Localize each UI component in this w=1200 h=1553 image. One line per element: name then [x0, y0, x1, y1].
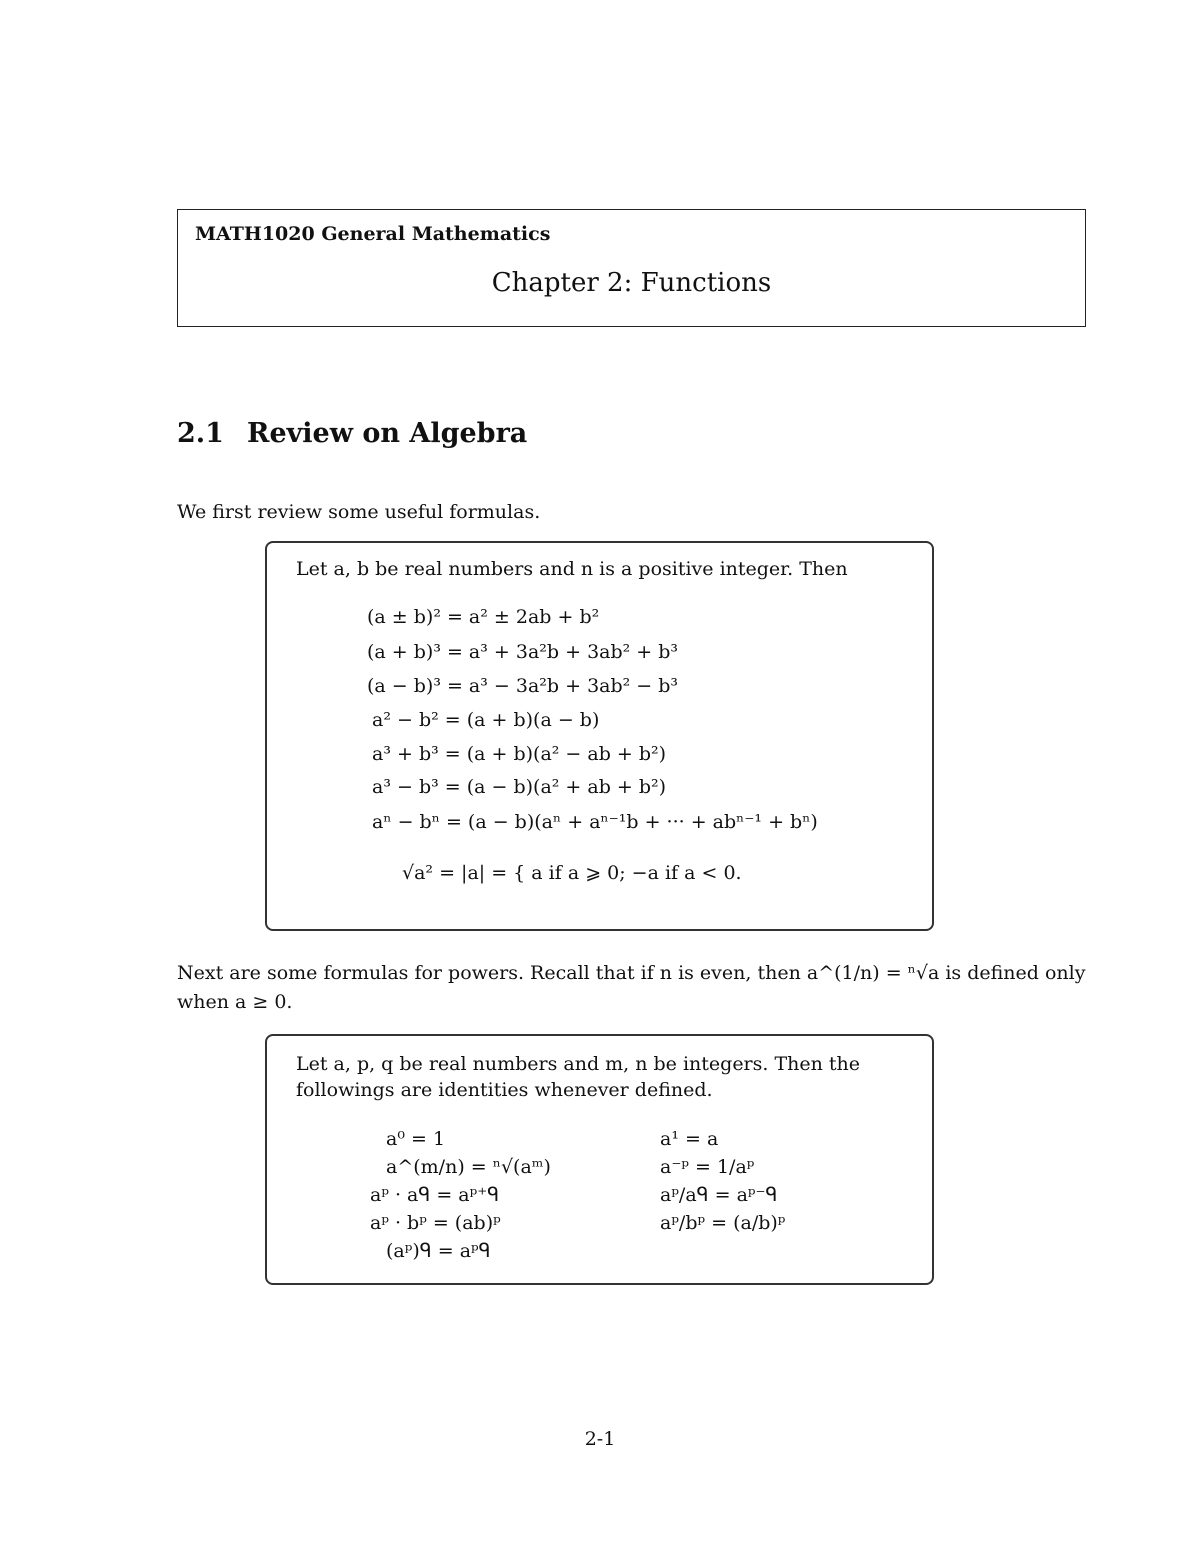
- intro-paragraph: We first review some useful formulas.: [177, 501, 541, 523]
- identity-quotient-same-exponent: aᵖ/bᵖ = (a/b)ᵖ: [660, 1212, 786, 1234]
- equation-difference-of-powers: aⁿ − bⁿ = (a − b)(aⁿ + aⁿ⁻¹b + ··· + abⁿ⁻¹ + bⁿ): [372, 811, 818, 833]
- section-number: 2.1: [177, 418, 224, 449]
- identity-first-power: a¹ = a: [660, 1128, 719, 1150]
- equation-square-of-sum: (a ± b)² = a² ± 2ab + b²: [367, 606, 600, 628]
- identity-power-of-power: (aᵖ)ᑫ = aᵖᑫ: [386, 1240, 491, 1262]
- box1-intro: Let a, b be real numbers and n is a positive integer. Then: [296, 558, 848, 580]
- equation-cube-of-difference: (a − b)³ = a³ − 3a²b + 3ab² − b³: [367, 675, 679, 697]
- identity-rational-power: a^(m/n) = ⁿ√(aᵐ): [386, 1156, 551, 1178]
- section-title: Review on Algebra: [247, 418, 528, 449]
- equation-difference-of-cubes: a³ − b³ = (a − b)(a² + ab + b²): [372, 776, 667, 798]
- identity-product-same-exponent: aᵖ · bᵖ = (ab)ᵖ: [370, 1212, 501, 1234]
- equation-cube-of-sum: (a + b)³ = a³ + 3a²b + 3ab² + b³: [367, 641, 679, 663]
- section-heading: [177, 418, 527, 449]
- identity-negative-power: a⁻ᵖ = 1/aᵖ: [660, 1156, 755, 1178]
- powers-intro-line-2: when a ≥ 0.: [177, 991, 293, 1013]
- chapter-header-box: [177, 209, 1086, 327]
- box2-intro-line-2: followings are identities whenever defined.: [296, 1079, 713, 1101]
- page-number: 2-1: [584, 1428, 616, 1450]
- equation-sum-of-cubes: a³ + b³ = (a + b)(a² − ab + b²): [372, 743, 667, 765]
- chapter-title: Chapter 2: Functions: [491, 268, 772, 298]
- equation-difference-of-squares: a² − b² = (a + b)(a − b): [372, 709, 600, 731]
- powers-intro-line-1: Next are some formulas for powers. Recall that if n is even, then a^(1/n) = ⁿ√a is defined only: [177, 962, 1086, 984]
- course-title: MATH1020 General Mathematics: [195, 223, 551, 245]
- identity-quotient-same-base: aᵖ/aᑫ = aᵖ⁻ᑫ: [660, 1184, 778, 1206]
- identity-product-same-base: aᵖ · aᑫ = aᵖ⁺ᑫ: [370, 1184, 500, 1206]
- identity-zero-power: a⁰ = 1: [386, 1128, 446, 1150]
- equation-absolute-value: √a² = |a| = { a if a ⩾ 0; −a if a < 0.: [402, 862, 742, 884]
- box2-intro-line-1: Let a, p, q be real numbers and m, n be integers. Then the: [296, 1053, 861, 1075]
